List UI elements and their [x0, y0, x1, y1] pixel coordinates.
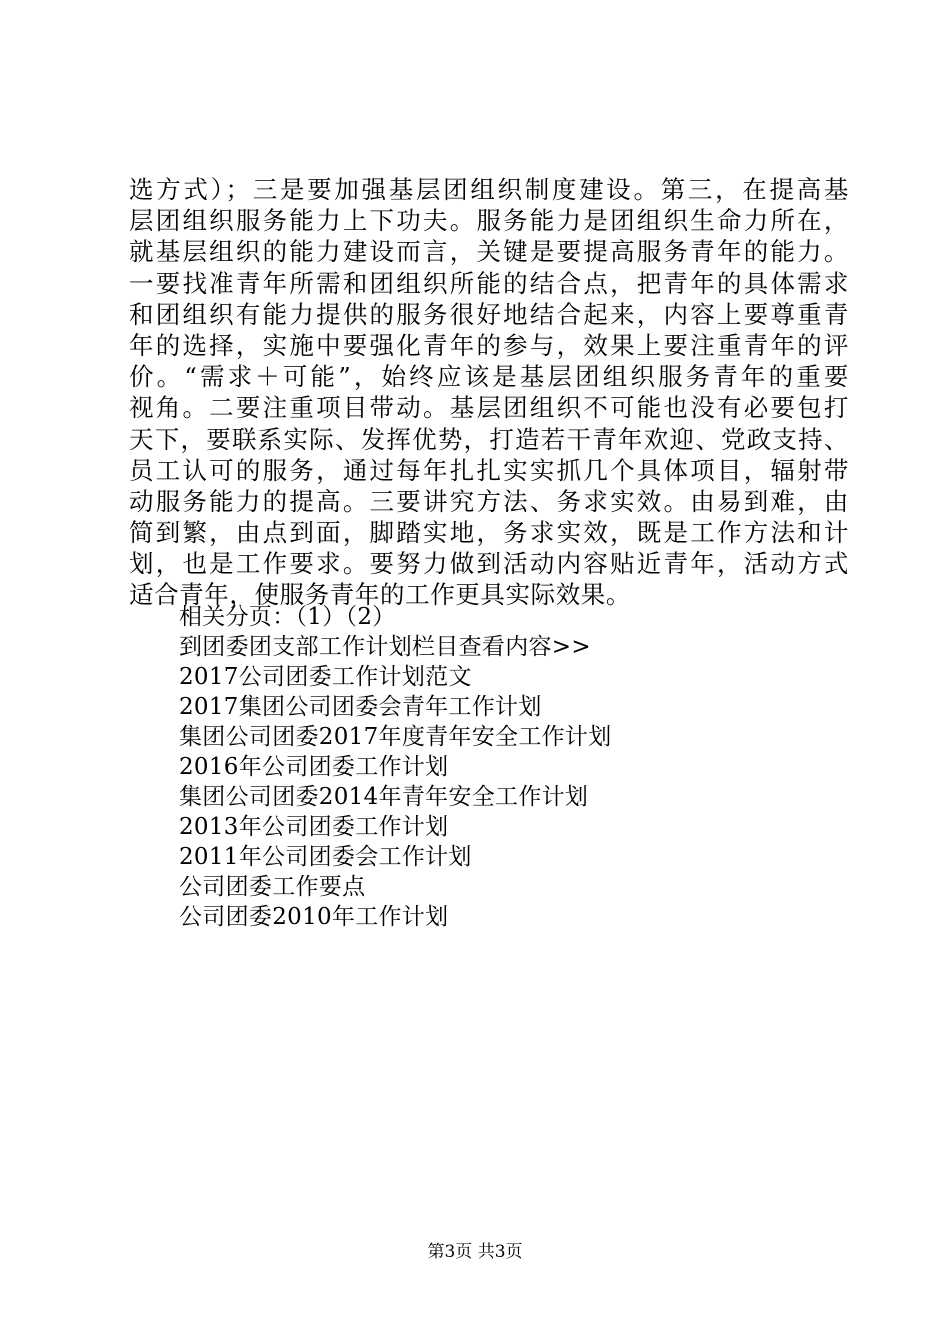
related-article-link[interactable]: 2011年公司团委会工作计划 [179, 844, 472, 870]
paragraph-line: 一要找准青年所需和团组织所能的结合点，把青年的具体需求 [129, 268, 849, 298]
related-article-link[interactable]: 2017公司团委工作计划范文 [179, 664, 472, 690]
paragraph-line: 天下，要联系实际、发挥优势，打造若干青年欢迎、党政支持、 [129, 424, 849, 454]
paragraph-line: 适合青年，使服务青年的工作更具实际效果。 [129, 580, 631, 610]
related-article-link[interactable]: 公司团委工作要点 [179, 874, 366, 900]
column-link[interactable]: 到团委团支部工作计划栏目查看内容>> [179, 634, 591, 660]
related-pages-label: 相关分页： [179, 604, 296, 630]
paragraph-line: 和团组织有能力提供的服务很好地结合起来，内容上要尊重青 [129, 299, 849, 329]
paragraph-line: 员工认可的服务，通过每年扎扎实实抓几个具体项目，辐射带 [129, 455, 849, 485]
paragraph-line: 选方式）；三是要加强基层团组织制度建设。第三，在提高基 [129, 175, 849, 204]
paragraph-line: 划，也是工作要求。要努力做到活动内容贴近青年，活动方式 [129, 549, 849, 579]
paragraph-line: 简到繁，由点到面，脚踏实地，务求实效，既是工作方法和计 [129, 518, 849, 548]
related-article-link[interactable]: 集团公司团委2014年青年安全工作计划 [179, 784, 589, 810]
related-article-link[interactable]: 2016年公司团委工作计划 [179, 754, 449, 780]
related-links-section [179, 602, 819, 932]
page-footer: 第3页 共3页 [427, 1242, 523, 1262]
related-article-link[interactable]: 2017集团公司团委会青年工作计划 [179, 694, 542, 720]
page-link-2[interactable]: （2） [345, 604, 396, 630]
paragraph-line: 动服务能力的提高。三要讲究方法、务求实效。由易到难，由 [129, 486, 849, 516]
related-article-link[interactable]: 集团公司团委2017年度青年安全工作计划 [179, 724, 612, 750]
related-article-link[interactable]: 2013年公司团委工作计划 [179, 814, 449, 840]
related-pages-row [179, 602, 819, 632]
paragraph-line: 就基层组织的能力建设而言，关键是要提高服务青年的能力。 [129, 237, 849, 267]
paragraph-line: 价。“需求＋可能”，始终应该是基层团组织服务青年的重要 [129, 362, 849, 392]
paragraph-line: 层团组织服务能力上下功夫。服务能力是团组织生命力所在， [129, 206, 849, 236]
page-link-1[interactable]: （1） [295, 604, 346, 630]
body-paragraph [129, 174, 849, 611]
related-article-link[interactable]: 公司团委2010年工作计划 [179, 904, 449, 930]
paragraph-line: 视角。二要注重项目带动。基层团组织不可能也没有必要包打 [129, 393, 849, 423]
paragraph-line: 年的选择，实施中要强化青年的参与，效果上要注重青年的评 [129, 330, 849, 360]
